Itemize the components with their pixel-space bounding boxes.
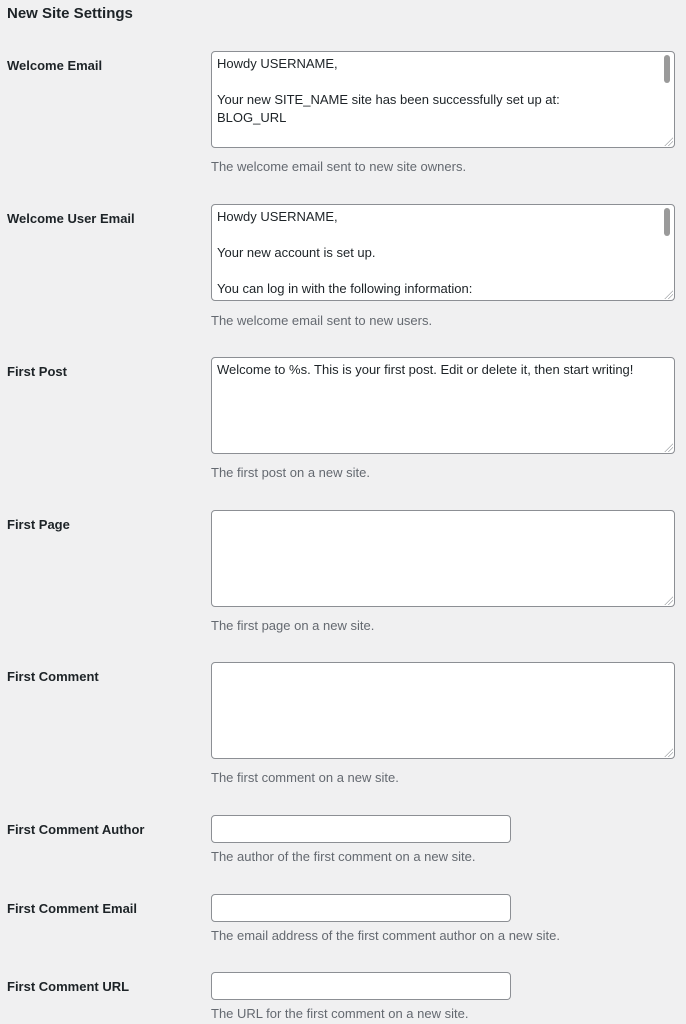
welcome-email-textarea[interactable] <box>211 51 675 148</box>
welcome-user-email-description: The welcome email sent to new users. <box>211 313 433 328</box>
scrollbar-thumb[interactable] <box>664 55 670 83</box>
first-comment-author-input[interactable] <box>211 815 511 843</box>
first-comment-label: First Comment <box>7 669 99 684</box>
first-comment-email-input[interactable] <box>211 894 511 922</box>
welcome-user-email-textarea[interactable] <box>211 204 675 301</box>
first-post-text: Welcome to %s. This is your first post. Edit or delete it, then start writing! <box>217 362 634 377</box>
first-comment-url-label: First Comment URL <box>7 979 130 994</box>
first-comment-email-description: The email address of the first comment author on a new site. <box>211 928 561 943</box>
scrollbar-thumb[interactable] <box>664 208 670 236</box>
resize-handle-icon[interactable] <box>663 289 673 299</box>
resize-handle-icon[interactable] <box>663 442 673 452</box>
first-comment-url-description: The URL for the first comment on a new site. <box>211 1006 469 1021</box>
welcome-user-email-text: Howdy USERNAME, Your new account is set up. You can log in with the following information: <box>217 209 473 296</box>
first-post-label: First Post <box>7 364 67 379</box>
first-comment-description: The first comment on a new site. <box>211 770 399 785</box>
resize-handle-icon[interactable] <box>663 747 673 757</box>
first-comment-email-label: First Comment Email <box>7 901 138 916</box>
first-page-textarea[interactable] <box>211 510 675 607</box>
first-page-description: The first page on a new site. <box>211 618 375 633</box>
resize-handle-icon[interactable] <box>663 595 673 605</box>
welcome-email-label: Welcome Email <box>7 58 103 73</box>
resize-handle-icon[interactable] <box>663 136 673 146</box>
first-post-textarea[interactable] <box>211 357 675 454</box>
welcome-email-text: Howdy USERNAME, Your new SITE_NAME site has been successfully set up at: BLOG_URL <box>217 56 560 125</box>
first-comment-textarea[interactable] <box>211 662 675 759</box>
welcome-email-description: The welcome email sent to new site owners. <box>211 159 467 174</box>
first-post-description: The first post on a new site. <box>211 465 370 480</box>
first-comment-author-label: First Comment Author <box>7 822 145 837</box>
first-comment-author-description: The author of the first comment on a new site. <box>211 849 476 864</box>
first-page-label: First Page <box>7 517 70 532</box>
page-title: New Site Settings <box>7 5 133 22</box>
first-comment-url-input[interactable] <box>211 972 511 1000</box>
welcome-user-email-label: Welcome User Email <box>7 211 135 226</box>
